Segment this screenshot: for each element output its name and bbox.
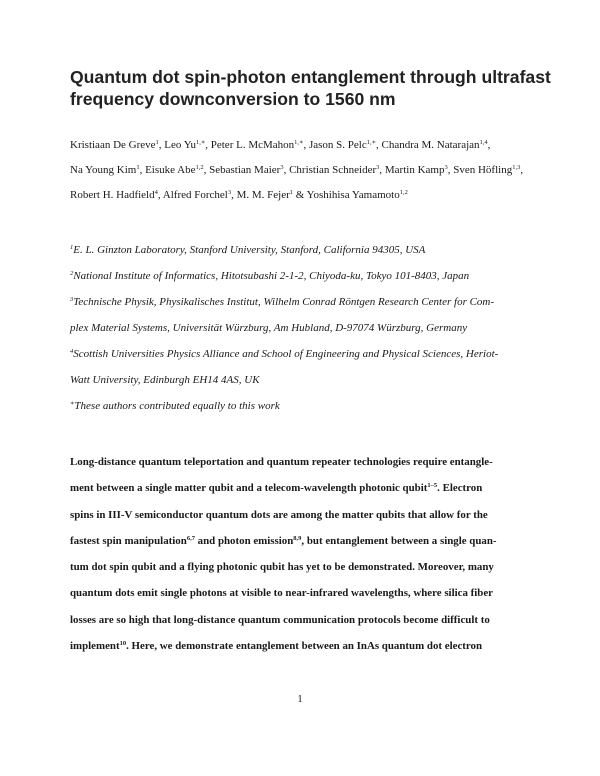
- author-affil-mark: 1: [289, 189, 294, 196]
- affiliation-line: [70, 289, 560, 315]
- author-separator: ,: [520, 164, 524, 176]
- author-name: Leo Yu: [164, 139, 196, 151]
- author-affil-mark: 1,3: [512, 164, 521, 171]
- author-name: Christian Schneider: [289, 164, 377, 176]
- abstract-text: fastest spin manipulation: [70, 534, 187, 547]
- abstract-line: [70, 449, 540, 475]
- author-line: [70, 183, 560, 208]
- abstract-text: losses are so high that long-distance quantum communication protocols become difficult to: [70, 613, 490, 626]
- author-name: Kristiaan De Greve: [70, 139, 156, 151]
- affiliation-line: [70, 263, 560, 289]
- author-name: Eisuke Abe: [145, 164, 196, 176]
- abstract-text: , but entanglement between a single quan-: [301, 534, 497, 547]
- author-separator: ,: [139, 164, 146, 176]
- author-separator: ,: [203, 164, 210, 176]
- affiliation-text: E. L. Ginzton Laboratory, Stanford University, Stanford, California 94305, USA: [73, 244, 426, 256]
- author-affil-mark: 1: [136, 164, 140, 171]
- title-line: frequency downconversion to 1560 nm: [70, 89, 396, 109]
- affiliation-mark: 4: [70, 348, 74, 355]
- author-name: Sebastian Maier: [209, 164, 281, 176]
- author-name: Alfred Forchel: [162, 189, 228, 201]
- abstract-line: [70, 528, 540, 554]
- author-list: [70, 133, 560, 208]
- author-name: Peter L. McMahon: [210, 139, 295, 151]
- affiliation-mark: ∗: [70, 400, 75, 407]
- citation-ref: 10: [119, 640, 127, 648]
- affiliation-line: [70, 367, 560, 393]
- affiliation-mark: 2: [70, 270, 74, 277]
- author-affil-mark: 4: [154, 189, 158, 196]
- affiliation-text: National Institute of Informatics, Hitotsubashi 2-1-2, Chiyoda-ku, Tokyo 101-8403, Japan: [73, 270, 470, 282]
- abstract-text: quantum dots emit single photons at visible to near-infrared wavelengths, where silica fiber: [70, 587, 494, 600]
- author-affil-mark: 3: [376, 164, 380, 171]
- abstract-line: [70, 607, 540, 633]
- abstract-text: tum dot spin qubit and a flying photonic qubit has yet to be demonstrated. Moreover, many: [70, 561, 494, 574]
- author-name: Martin Kamp: [384, 164, 445, 176]
- abstract-text: . Electron: [437, 482, 483, 495]
- author-separator: ,: [157, 189, 163, 201]
- abstract-text: . Here, we demonstrate entanglement between an InAs quantum dot electron: [126, 640, 483, 653]
- author-name: Yoshihisa Yamamoto: [306, 189, 400, 201]
- abstract-line: [70, 502, 540, 528]
- author-affil-mark: 3: [280, 164, 284, 171]
- abstract-paragraph: [70, 449, 540, 659]
- author-affil-mark: 1: [155, 139, 159, 146]
- abstract-line: [70, 580, 540, 606]
- author-separator: ,: [231, 189, 237, 201]
- author-name: Na Young Kim: [70, 164, 137, 176]
- author-affil-mark: 1,∗: [294, 139, 304, 146]
- author-affil-mark: 1,2: [399, 189, 408, 196]
- abstract-line: [70, 633, 540, 659]
- author-name: M. M. Fejer: [236, 189, 290, 201]
- abstract-text: and photon emission: [194, 534, 294, 547]
- author-affil-mark: 1,∗: [195, 139, 206, 146]
- affiliation-text: Watt University, Edinburgh EH14 4AS, UK: [70, 374, 260, 386]
- affiliation-mark: 3: [70, 296, 74, 303]
- author-affil-mark: 1,∗: [366, 139, 376, 146]
- citation-ref: 8,9: [293, 534, 302, 542]
- author-separator: ,: [283, 164, 290, 176]
- author-separator: ,: [487, 139, 491, 151]
- author-name: Robert H. Hadfield: [70, 189, 155, 201]
- author-line: [70, 158, 560, 183]
- author-separator: ,: [376, 139, 382, 151]
- abstract-text: implement: [70, 640, 120, 653]
- affiliation-line: [70, 237, 560, 263]
- author-separator: ,: [379, 164, 385, 176]
- affiliation-text: plex Material Systems, Universität Würzburg, Am Hubland, D-97074 Würzburg, Germany: [70, 322, 468, 334]
- author-separator: ,: [447, 164, 454, 176]
- affiliation-list: [70, 237, 560, 419]
- author-affil-mark: 3: [444, 164, 448, 171]
- author-affil-mark: 1,4: [479, 139, 488, 146]
- author-separator: ,: [303, 139, 309, 151]
- abstract-text: spins in III-V semiconductor quantum dots are among the matter qubits that allow for the: [70, 508, 488, 521]
- citation-ref: 6,7: [186, 534, 195, 542]
- author-separator: ,: [158, 139, 165, 151]
- affiliation-text: Technische Physik, Physikalisches Institut, Wilhelm Conrad Röntgen Research Center for Com-: [73, 296, 495, 308]
- affiliation-text: Scottish Universities Physics Alliance and School of Engineering and Physical Sciences, Heriot-: [73, 348, 499, 360]
- affiliation-line: [70, 315, 560, 341]
- author-name: Sven Höfling: [453, 164, 513, 176]
- abstract-text: Long-distance quantum teleportation and quantum repeater technologies require entangle-: [70, 456, 493, 468]
- author-name: Chandra M. Natarajan: [381, 139, 480, 151]
- paper-title: [70, 66, 560, 110]
- author-line: [70, 133, 560, 158]
- abstract-text: ment between a single matter qubit and a telecom-wavelength photonic qubit: [70, 482, 428, 495]
- author-name: Jason S. Pelc: [308, 139, 367, 151]
- author-affil-mark: 1,2: [195, 164, 204, 171]
- page-number: 1: [297, 693, 303, 705]
- citation-ref: 1–5: [427, 482, 438, 490]
- abstract-line: [70, 554, 540, 580]
- author-separator: ,: [205, 139, 211, 151]
- affiliation-line: [70, 393, 560, 419]
- author-separator: &: [293, 189, 307, 201]
- affiliation-line: [70, 341, 560, 367]
- abstract-line: [70, 475, 540, 501]
- affiliation-text: These authors contributed equally to this work: [74, 400, 280, 412]
- title-line: Quantum dot spin-photon entanglement through ultrafast: [70, 67, 551, 87]
- author-affil-mark: 3: [227, 189, 232, 196]
- affiliation-mark: 1: [70, 244, 74, 251]
